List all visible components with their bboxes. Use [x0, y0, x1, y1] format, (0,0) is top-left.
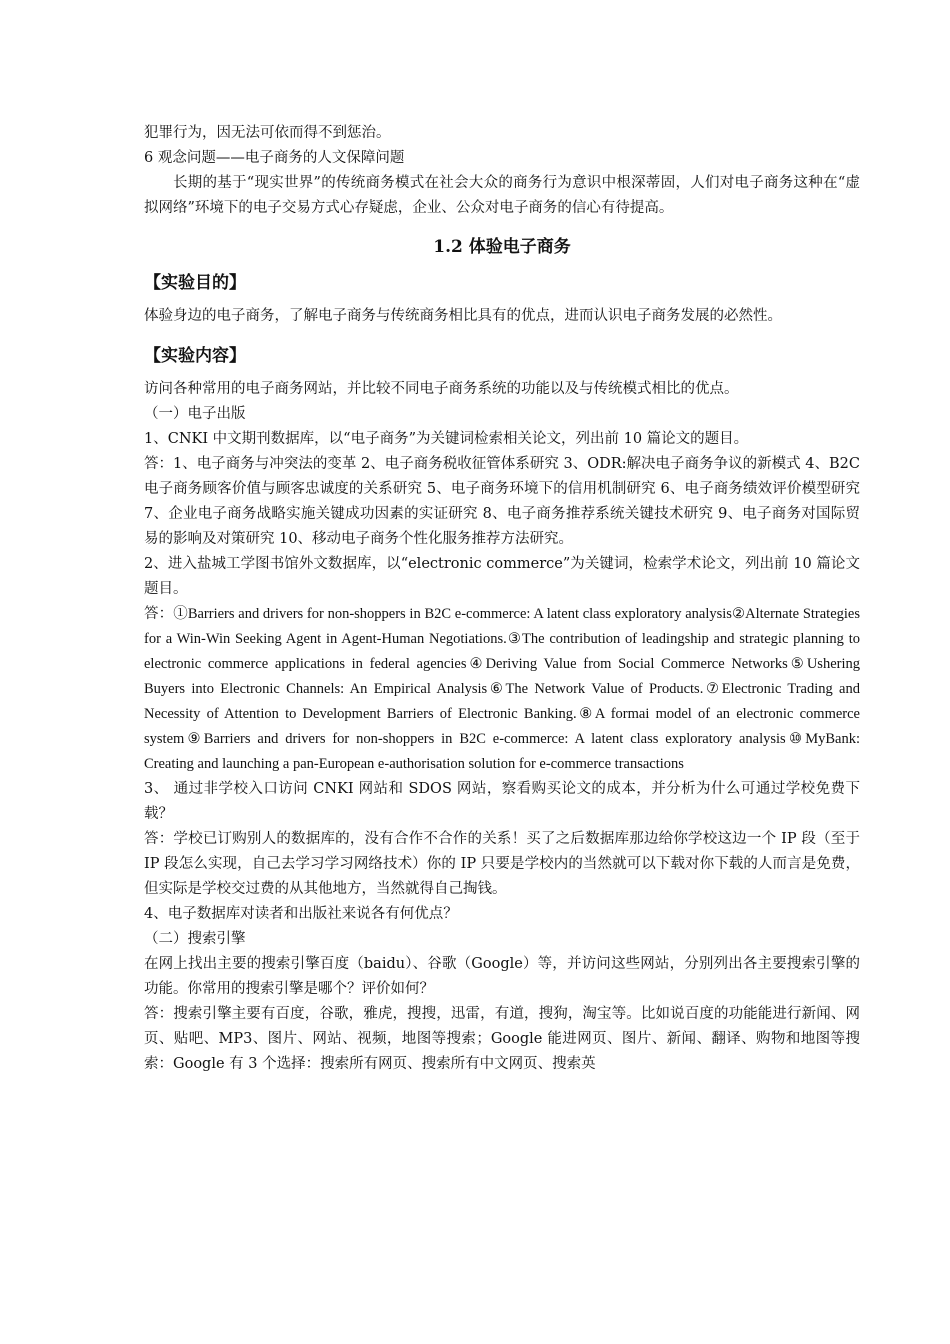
document-page: [144, 121, 860, 1077]
part1-question-2: 2、进入盐城工学图书馆外文数据库，以“electronic commerce”为关键词，检索学术论文，列出前 10 篇论文题目。: [144, 556, 860, 597]
part2-answer-1: 答：搜索引擎主要有百度，谷歌，雅虎，搜搜，迅雷，有道，搜狗，淘宝等。比如说百度的功能能进行新闻、网页、贴吧、MP3、图片、网站、视频，地图等搜索；Google 能进网页、图片、新闻、翻译、购物和地图等搜索：Google 有 3 个选择：搜索所有网页、搜索所有中文网页、搜索英: [144, 1006, 860, 1072]
purpose-text: 体验身边的电子商务，了解电子商务与传统商务相比具有的优点，进而认识电子商务发展的必然性。: [144, 308, 782, 324]
intro-line: 犯罪行为，因无法可依而得不到惩治。: [144, 125, 391, 141]
purpose-heading: 【实验目的】: [144, 273, 246, 293]
part2-title: （二）搜索引擎: [144, 931, 246, 947]
part1-answer-2: 答：①Barriers and drivers for non-shoppers in B2C e-commerce: A latent class exploratory analysis②Alternate Strategies for a Win-Win Seeking Agent in Agent-Human Negotiations.③The contribution of leadingship and strategic planning to electronic commerce applications in federal agencies④Deriving Value from Social Commerce Networks⑤Ushering Buyers into Electronic Channels: An Empirical Analysis⑥The Network Value of Products.⑦Electronic Trading and Necessity of Attention to Development Barriers of Electronic Banking.⑧A formai model of an electronic commerce system⑨Barriers and drivers for non-shoppers in B2C e-commerce: A latent class exploratory analysis⑩MyBank: Creating and launching a pan-European e-authorisation solution for e-commerce transactions: [144, 606, 860, 772]
content-heading: 【实验内容】: [144, 346, 246, 366]
section-title: 1.2 体验电子商务: [433, 237, 571, 257]
item6-title: 6 观念问题——电子商务的人文保障问题: [144, 150, 405, 166]
part1-answer-1: 答：1、电子商务与冲突法的变革 2、电子商务税收征管体系研究 3、ODR:解决电子商务争议的新模式 4、B2C 电子商务顾客价值与顾客忠诚度的关系研究 5、电子商务环境下的信用机制研究 6、电子商务绩效评价模型研究 7、企业电子商务战略实施关键成功因素的实证研究 8、电子商务推荐系统关键技术研究 9、电子商务对国际贸易的影响及对策研究 10、移动电子商务个性化服务推荐方法研究。: [144, 456, 860, 547]
part1-answer-3: 答：学校已订购别人的数据库的，没有合作不合作的关系！买了之后数据库那边给你学校这边一个 IP 段（至于 IP 段怎么实现，自己去学习学习网络技术）你的 IP 只要是学校内的当然就可以下载对你下载的人而言是免费，但实际是学校交过费的从其他地方，当然就得自己掏钱。: [144, 831, 860, 897]
part2-question-1: 在网上找出主要的搜索引擎百度（baidu）、谷歌（Google）等，并访问这些网站，分别列出各主要搜索引擎的功能。你常用的搜索引擎是哪个？评价如何？: [144, 956, 860, 997]
part1-question-4: 4、电子数据库对读者和出版社来说各有何优点？: [144, 906, 458, 922]
item6-body: 长期的基于“现实世界”的传统商务模式在社会大众的商务行为意识中根深蒂固，人们对电子商务这种在“虚拟网络”环境下的电子交易方式心存疑虑，企业、公众对电子商务的信心有待提高。: [144, 175, 861, 216]
part1-question-1: 1、CNKI 中文期刊数据库，以“电子商务”为关键词检索相关论文，列出前 10 篇论文的题目。: [144, 431, 749, 447]
part1-question-3: 3、 通过非学校入口访问 CNKI 网站和 SDOS 网站，察看购买论文的成本，并分析为什么可通过学校免费下载？: [144, 781, 860, 822]
content-intro: 访问各种常用的电子商务网站，并比较不同电子商务系统的功能以及与传统模式相比的优点。: [144, 381, 739, 397]
part1-title: （一）电子出版: [144, 406, 246, 422]
